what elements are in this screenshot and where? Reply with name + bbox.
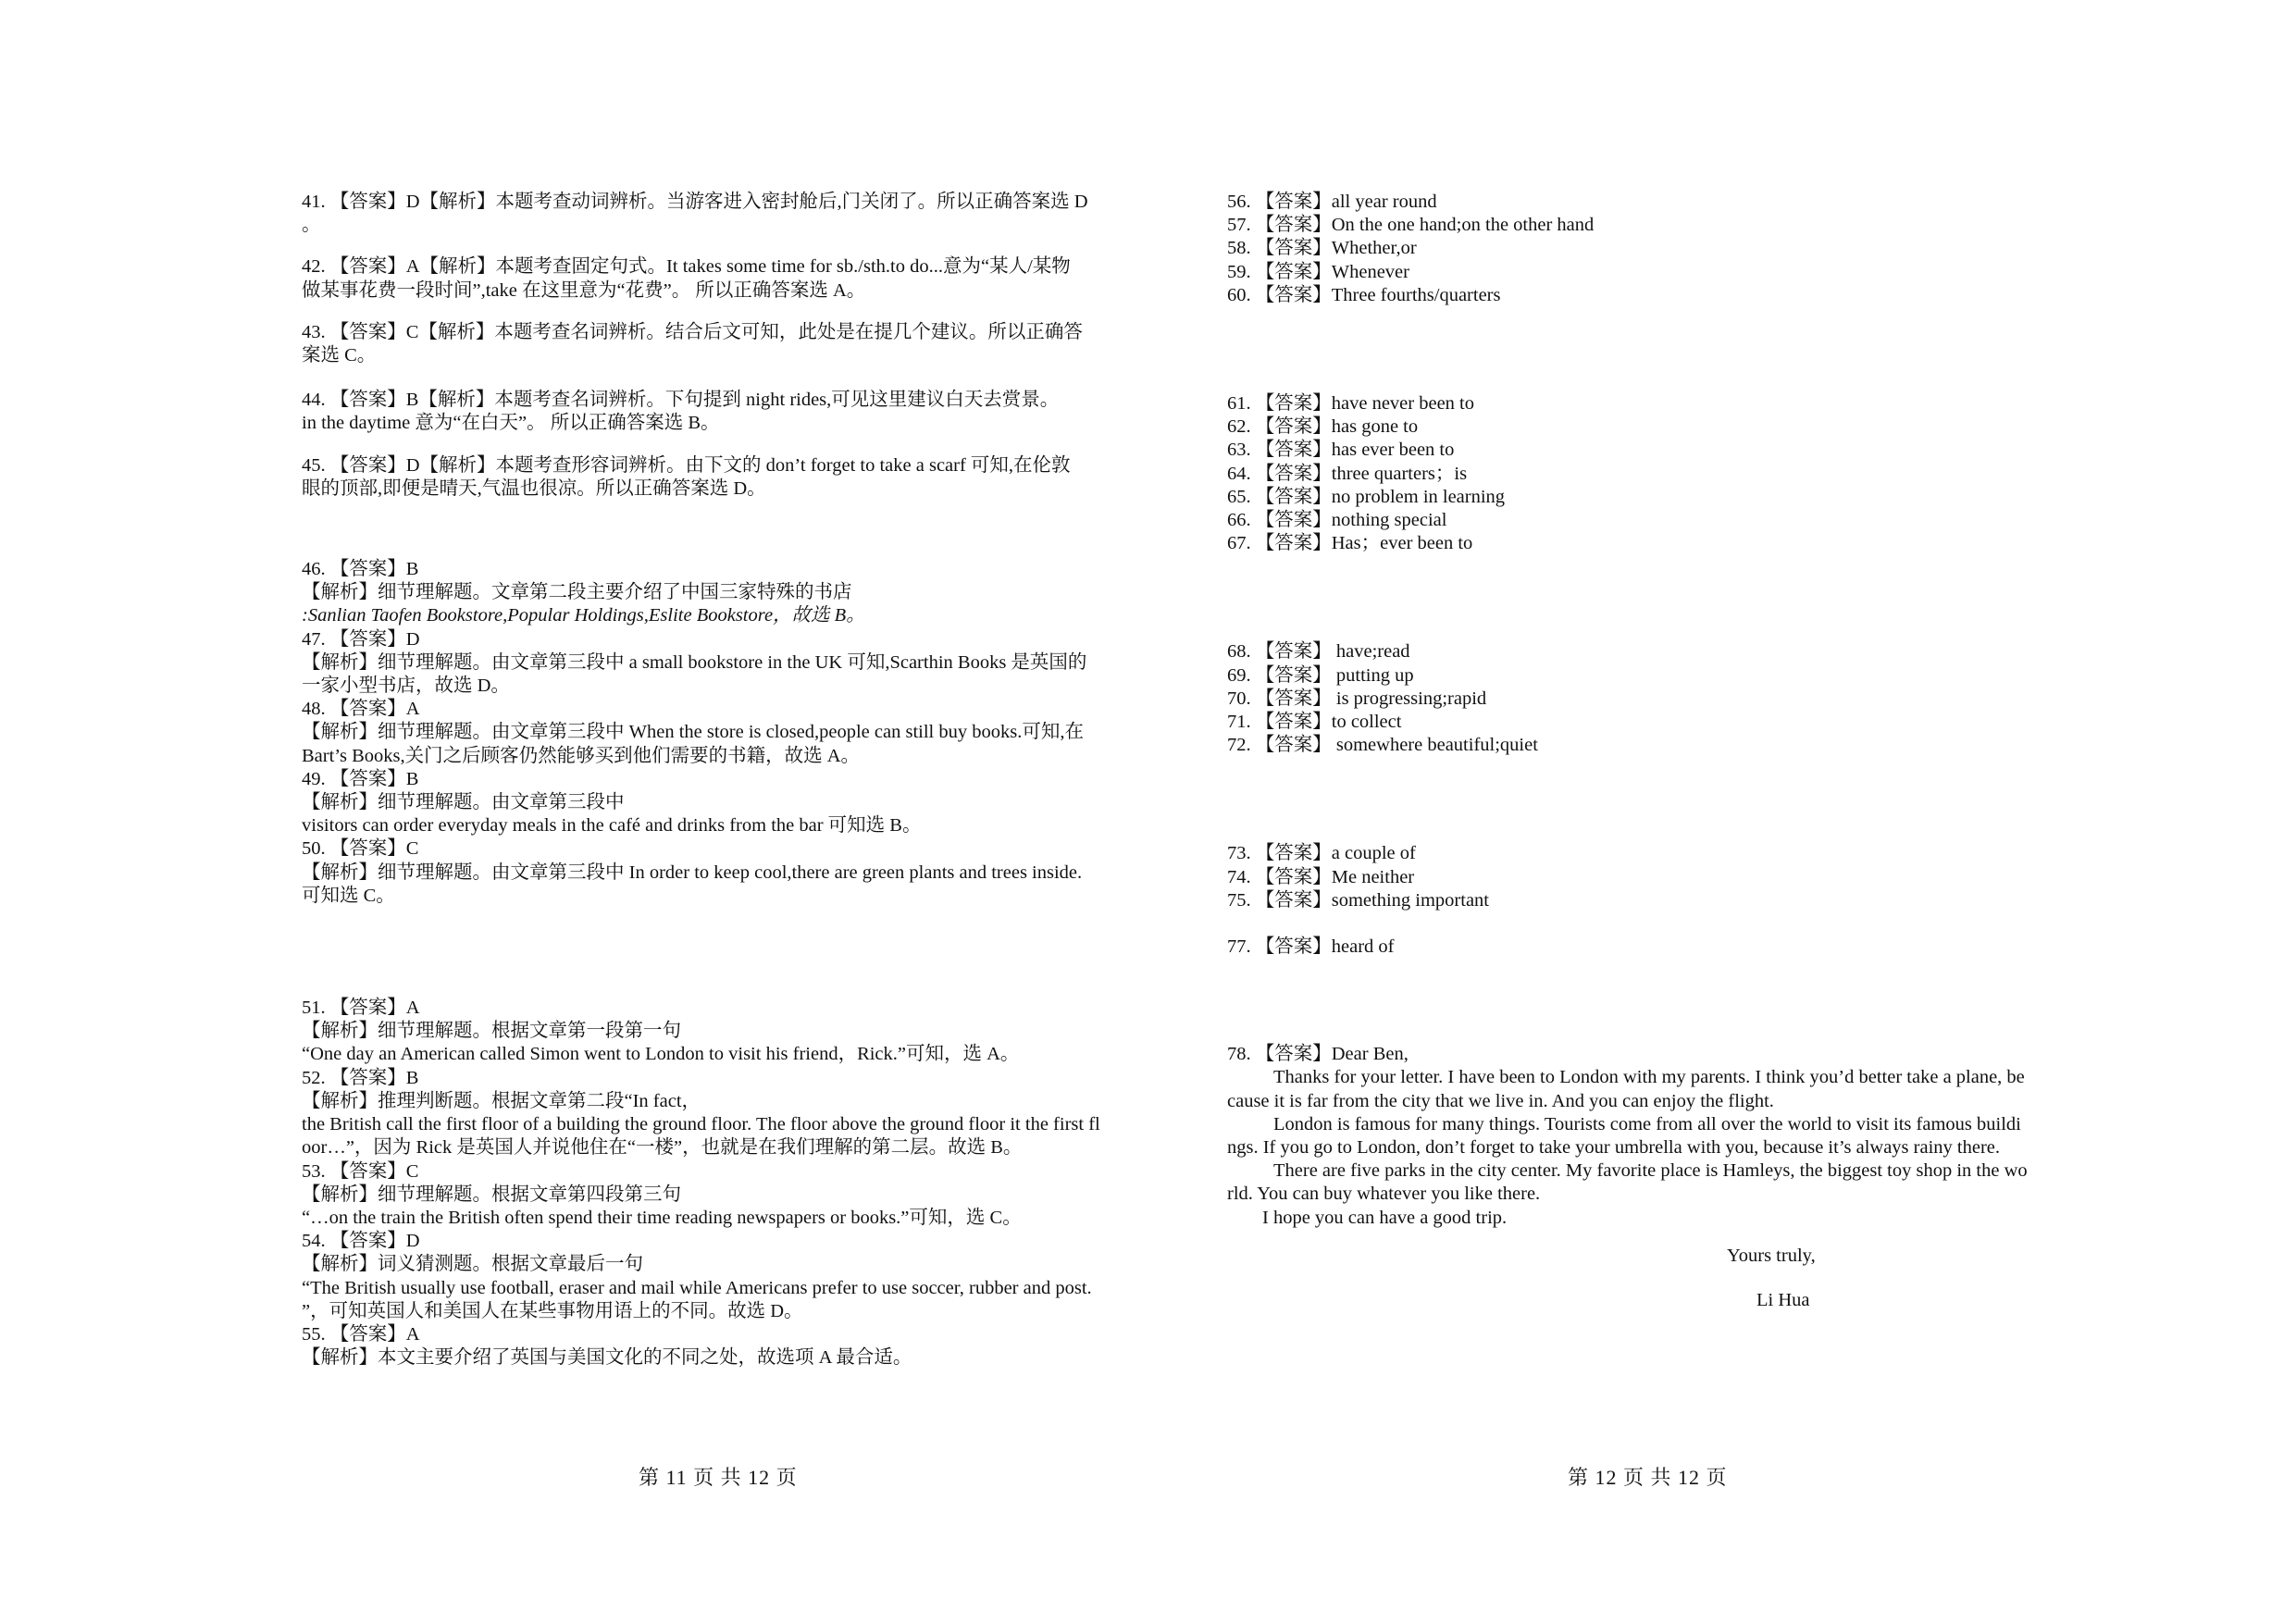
text-line: I hope you can have a good trip. (1262, 1207, 1508, 1228)
text-line: 49. 【答案】B (302, 768, 419, 789)
text-line: 【解析】细节理解题。根据文章第四段第三句 (302, 1184, 681, 1205)
text-line: 67. 【答案】Has；ever been to (1227, 533, 1473, 554)
answers-56-60 (1227, 191, 2097, 307)
text-line: 77. 【答案】heard of (1227, 936, 1395, 958)
text-line: 【解析】词义猜测题。根据文章最后一句 (302, 1254, 643, 1275)
text-line: 55. 【答案】A (302, 1323, 420, 1345)
answer-43 (302, 321, 1162, 367)
text-line: 78. 【答案】Dear Ben, (1227, 1044, 1409, 1065)
text-line: 【解析】细节理解题。根据文章第一段第一句 (302, 1021, 681, 1042)
text-line: :Sanlian Taofen Bookstore,Popular Holdings,Eslite Bookstore，故选 B。 (302, 605, 865, 626)
answers-46-50 (302, 558, 1162, 908)
text-line: 54. 【答案】D (302, 1231, 420, 1252)
text-line: cause it is far from the city that we live in. And you can enjoy the flight. (1227, 1090, 1774, 1111)
text-line: oor…”，因为 Rick 是英国人并说他住在“一楼”，也就是在我们理解的第二层。故选 B。 (302, 1137, 1023, 1159)
right-page-answers (1227, 191, 2097, 1230)
text-line: the British call the first floor of a building the ground floor. The floor above the ground floor it the first fl (302, 1114, 1100, 1135)
answer-78-letter (1227, 1043, 2097, 1230)
answer-42 (302, 255, 1162, 302)
text-line: London is famous for many things. Tourists come from all over the world to visit its famous buildi (1273, 1113, 2021, 1134)
text-line: 45. 【答案】D【解析】本题考查形容词辨析。由下文的 don’t forget to take a scarf 可知,在伦敦 (302, 454, 1071, 476)
answer-77 (1227, 936, 2097, 959)
text-line: 70. 【答案】 is progressing;rapid (1227, 688, 1487, 709)
text-line: 52. 【答案】B (302, 1067, 419, 1088)
text-line: 可知选 C。 (302, 885, 395, 906)
answers-73-75 (1227, 842, 2097, 912)
text-line: 一家小型书店，故选 D。 (302, 676, 510, 697)
answers-68-72 (1227, 640, 2097, 757)
text-line: 51. 【答案】A (302, 998, 420, 1019)
text-line: 【解析】推理判断题。根据文章第二段“In fact， (302, 1090, 701, 1111)
text-line: ”，可知英国人和美国人在某些事物用语上的不同。故选 D。 (302, 1300, 803, 1321)
text-line: 43. 【答案】C【解析】本题考查名词辨析。结合后文可知，此处是在提几个建议。所以正确答 (302, 321, 1083, 342)
text-line: 48. 【答案】A (302, 699, 420, 720)
text-line: Thanks for your letter. I have been to London with my parents. I think you’d better take a plane, be (1273, 1067, 2025, 1088)
text-line: 63. 【答案】has ever been to (1227, 440, 1455, 461)
text-line: 75. 【答案】something important (1227, 889, 1489, 911)
left-page-answers (302, 191, 1162, 1370)
text-line: 65. 【答案】no problem in learning (1227, 486, 1506, 507)
text-line: 【解析】细节理解题。由文章第三段中 When the store is closed,people can still buy books.可知,在 (302, 722, 1084, 743)
answer-45 (302, 454, 1162, 501)
text-line: “One day an American called Simon went to London to visit his friend，Rick.”可知，选 A。 (302, 1044, 1020, 1065)
text-line: 74. 【答案】Me neither (1227, 866, 1415, 887)
text-line: 42. 【答案】A【解析】本题考查固定句式。It takes some time for sb./sth.to do...意为“某人/某物 (302, 256, 1071, 278)
text-line: 56. 【答案】all year round (1227, 192, 1437, 212)
text-line: 案选 C。 (302, 345, 377, 366)
letter-signature: Li Hua (1756, 1290, 1810, 1310)
text-line: 68. 【答案】 have;read (1227, 641, 1410, 663)
answer-44 (302, 389, 1162, 435)
answers-61-67 (1227, 392, 2097, 555)
text-line: “The British usually use football, eraser and mail while Americans prefer to use soccer, rubber and post. (302, 1277, 1092, 1298)
text-line: 58. 【答案】Whether,or (1227, 238, 1417, 259)
text-line: There are five parks in the city center. My favorite place is Hamleys, the biggest toy shop in the wo (1273, 1160, 2028, 1182)
text-line: rld. You can buy whatever you like there. (1227, 1184, 1541, 1205)
text-line: visitors can order everyday meals in the café and drinks from the bar 可知选 B。 (302, 815, 922, 837)
answer-41 (302, 191, 1162, 237)
text-line: 【解析】本文主要介绍了英国与美国文化的不同之处，故选项 A 最合适。 (302, 1347, 912, 1369)
letter-closing: Yours truly, (1727, 1246, 1816, 1266)
text-line: 【解析】细节理解题。由文章第三段中 a small bookstore in the UK 可知,Scarthin Books 是英国的 (302, 651, 1087, 673)
text-line: 41. 【答案】D【解析】本题考查动词辨析。当游客进入密封舱后,门关闭了。所以正确答案选 D (302, 192, 1088, 212)
text-line: 【解析】细节理解题。由文章第三段中 In order to keep cool,there are green plants and trees inside. (302, 862, 1083, 883)
text-line: 。 (302, 215, 321, 236)
text-line: Bart’s Books,关门之后顾客仍然能够买到他们需要的书籍，故选 A。 (302, 745, 861, 766)
text-line: 做某事花费一段时间”,take 在这里意为“花费”。 所以正确答案选 A。 (302, 279, 866, 301)
text-line: 【解析】细节理解题。由文章第三段中 (302, 792, 625, 813)
text-line: 69. 【答案】 putting up (1227, 664, 1414, 686)
text-line: ngs. If you go to London, don’t forget to take your umbrella with you, because it’s always rainy there. (1227, 1137, 2001, 1159)
text-line: 66. 【答案】nothing special (1227, 510, 1447, 531)
text-line: 46. 【答案】B (302, 559, 419, 580)
page-footer-right: 第 12 页 共 12 页 (1568, 1466, 1728, 1489)
text-line: 57. 【答案】On the one hand;on the other hand (1227, 215, 1595, 236)
text-line: “…on the train the British often spend their time reading newspapers or books.”可知，选 C。 (302, 1207, 1022, 1228)
text-line: 47. 【答案】D (302, 628, 420, 650)
text-line: 60. 【答案】Three fourths/quarters (1227, 284, 1501, 305)
text-line: 73. 【答案】a couple of (1227, 843, 1416, 864)
text-line: 64. 【答案】three quarters；is (1227, 463, 1468, 484)
text-line: in the daytime 意为“在白天”。 所以正确答案选 B。 (302, 413, 720, 434)
text-line: 72. 【答案】 somewhere beautiful;quiet (1227, 735, 1538, 756)
answers-51-55 (302, 997, 1162, 1370)
text-line: 44. 【答案】B【解析】本题考查名词辨析。下句提到 night rides,可见这里建议白天去赏景。 (302, 390, 1060, 411)
text-line: 【解析】细节理解题。文章第二段主要介绍了中国三家特殊的书店 (302, 582, 852, 603)
text-line: 61. 【答案】have never been to (1227, 393, 1474, 415)
page-footer-left: 第 11 页 共 12 页 (639, 1466, 798, 1489)
text-line: 59. 【答案】Whenever (1227, 261, 1409, 282)
text-line: 71. 【答案】to collect (1227, 712, 1402, 733)
text-line: 眼的顶部,即便是晴天,气温也很凉。所以正确答案选 D。 (302, 477, 766, 499)
text-line: 50. 【答案】C (302, 838, 419, 860)
text-line: 53. 【答案】C (302, 1160, 419, 1182)
text-line: 62. 【答案】has gone to (1227, 416, 1419, 438)
